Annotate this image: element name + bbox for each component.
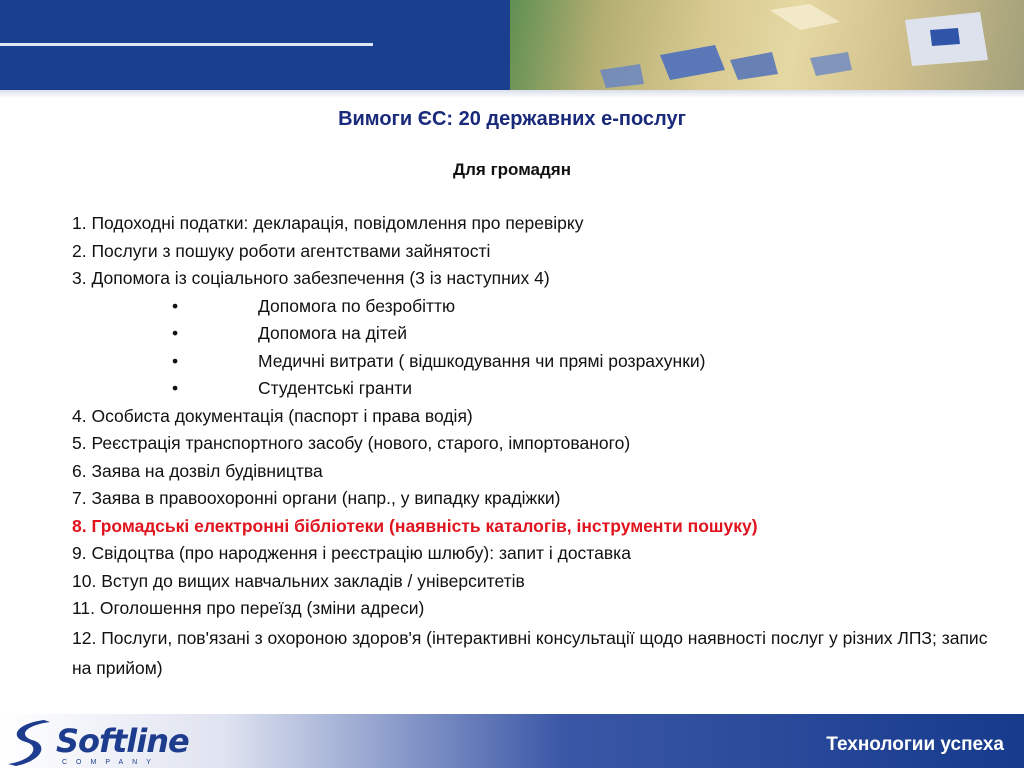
header-underline: [0, 90, 1024, 98]
list-item: [72, 513, 1002, 541]
logo-wordmark: Softline: [56, 722, 189, 760]
bullet-icon: •: [172, 323, 179, 343]
bullet-icon: •: [172, 378, 179, 398]
list-item-text: 3. Допомога із соціального забезпечення (3 із наступних 4): [72, 268, 550, 288]
bullet-icon: •: [172, 295, 179, 316]
list-item: [72, 623, 1002, 683]
sub-list-item: [72, 293, 1002, 321]
list-item: [72, 210, 1002, 238]
footer-tagline: Технологии успеха: [826, 734, 1004, 755]
logo-subtext: COMPANY: [62, 759, 160, 766]
list-item-text: 2. Послуги з пошуку роботи агентствами зайнятості: [72, 240, 491, 261]
list-item-text: 6. Заява на дозвіл будівництва: [72, 460, 323, 481]
slide-subtitle: Для громадян: [453, 160, 571, 179]
list-item-text: Медичні витрати ( відшкодування чи прямі розрахунки): [258, 350, 706, 371]
list-item-text: 8. Громадські електронні бібліотеки (наявність каталогів, інструменти пошуку): [72, 515, 758, 536]
list-item: [72, 238, 1002, 266]
list-item: [72, 595, 1002, 623]
header-photo: [510, 0, 1024, 90]
list-item-text: 9. Свідоцтва (про народження і реєстрацію шлюбу): запит і доставка: [72, 543, 631, 563]
list-item-text: Допомога на дітей: [258, 323, 408, 343]
bullet-icon: •: [172, 350, 179, 371]
list-item-text: 4. Особиста документація (паспорт і права водія): [72, 405, 473, 426]
header-divider: [0, 43, 373, 46]
list-item: [72, 540, 1002, 568]
list-item-text: 12. Послуги, пов'язані з охороною здоров'я (інтерактивні консультації щодо наявності послуг у різних ЛПЗ; запис на прийом): [72, 627, 988, 678]
sub-list-item: [72, 320, 1002, 348]
list-item: [72, 568, 1002, 596]
slide-title: Вимоги ЄС: 20 державних е-послуг: [338, 108, 686, 130]
softline-swoosh-icon: [4, 716, 54, 768]
service-list: [72, 210, 1002, 683]
list-item-text: 10. Вступ до вищих навчальних закладів / університетів: [72, 570, 525, 591]
list-item-text: 5. Реєстрація транспортного засобу (нового, старого, імпортованого): [72, 433, 631, 453]
list-item-text: 1. Подоходні податки: декларація, повідомлення про перевірку: [72, 213, 584, 233]
list-item-text: Студентські гранти: [258, 378, 413, 398]
list-item: [72, 265, 1002, 293]
sub-list-item: [72, 375, 1002, 403]
list-item: [72, 458, 1002, 486]
list-item-text: 7. Заява в правоохоронні органи (напр., у випадку крадіжки): [72, 488, 561, 508]
softline-logo: [4, 716, 189, 768]
header-photo-art: [510, 0, 1024, 90]
list-item-text: Допомога по безробіттю: [258, 295, 456, 316]
list-item: [72, 485, 1002, 513]
list-item-text: 11. Оголошення про переїзд (зміни адреси): [72, 598, 425, 618]
sub-list-item: [72, 348, 1002, 376]
list-item: [72, 430, 1002, 458]
list-item: [72, 403, 1002, 431]
